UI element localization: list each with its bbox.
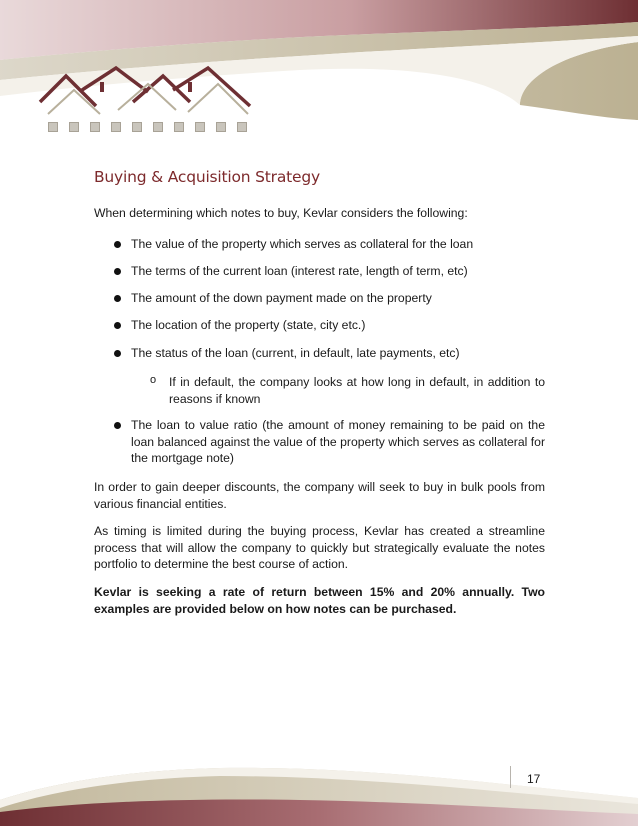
page-number-divider (510, 766, 511, 788)
bullet-item: The terms of the current loan (interest rate, length of term, etc) (131, 264, 468, 278)
footer-band (0, 740, 638, 826)
section-heading: Buying & Acquisition Strategy (94, 168, 320, 186)
sub-bullet-item: If in default, the company looks at how long in default, in addition to reasons if known (169, 375, 545, 406)
paragraph: As timing is limited during the buying process, Kevlar has created a streamline process that will allow the company to quickly but strategically evaluate the notes portfolio to determine the best course of action. (94, 524, 545, 571)
bullet-item: The location of the property (state, city etc.) (131, 318, 366, 332)
bullet-icon (114, 295, 121, 302)
bullet-item: The value of the property which serves as collateral for the loan (131, 237, 474, 251)
intro-text: When determining which notes to buy, Kevlar considers the following: (94, 206, 468, 220)
page-number: 17 (527, 772, 541, 786)
bullet-icon (114, 322, 121, 329)
bullet-icon (114, 350, 121, 357)
bullet-item: The amount of the down payment made on the property (131, 291, 432, 305)
bold-paragraph: Kevlar is seeking a rate of return between 15% and 20% annually. Two examples are provided below on how notes can be purchased. (94, 585, 545, 616)
bullet-item: The status of the loan (current, in default, late payments, etc) (131, 346, 460, 360)
bullet-icon (114, 422, 121, 429)
sub-bullet-marker: o (150, 374, 157, 386)
bullet-icon (114, 268, 121, 275)
bullet-icon (114, 241, 121, 248)
paragraph: In order to gain deeper discounts, the company will seek to buy in bulk pools from various financial entities. (94, 480, 545, 511)
bullet-item: The loan to value ratio (the amount of money remaining to be paid on the loan balanced against the value of the property which serves as collateral for the mortgage note) (131, 418, 545, 465)
